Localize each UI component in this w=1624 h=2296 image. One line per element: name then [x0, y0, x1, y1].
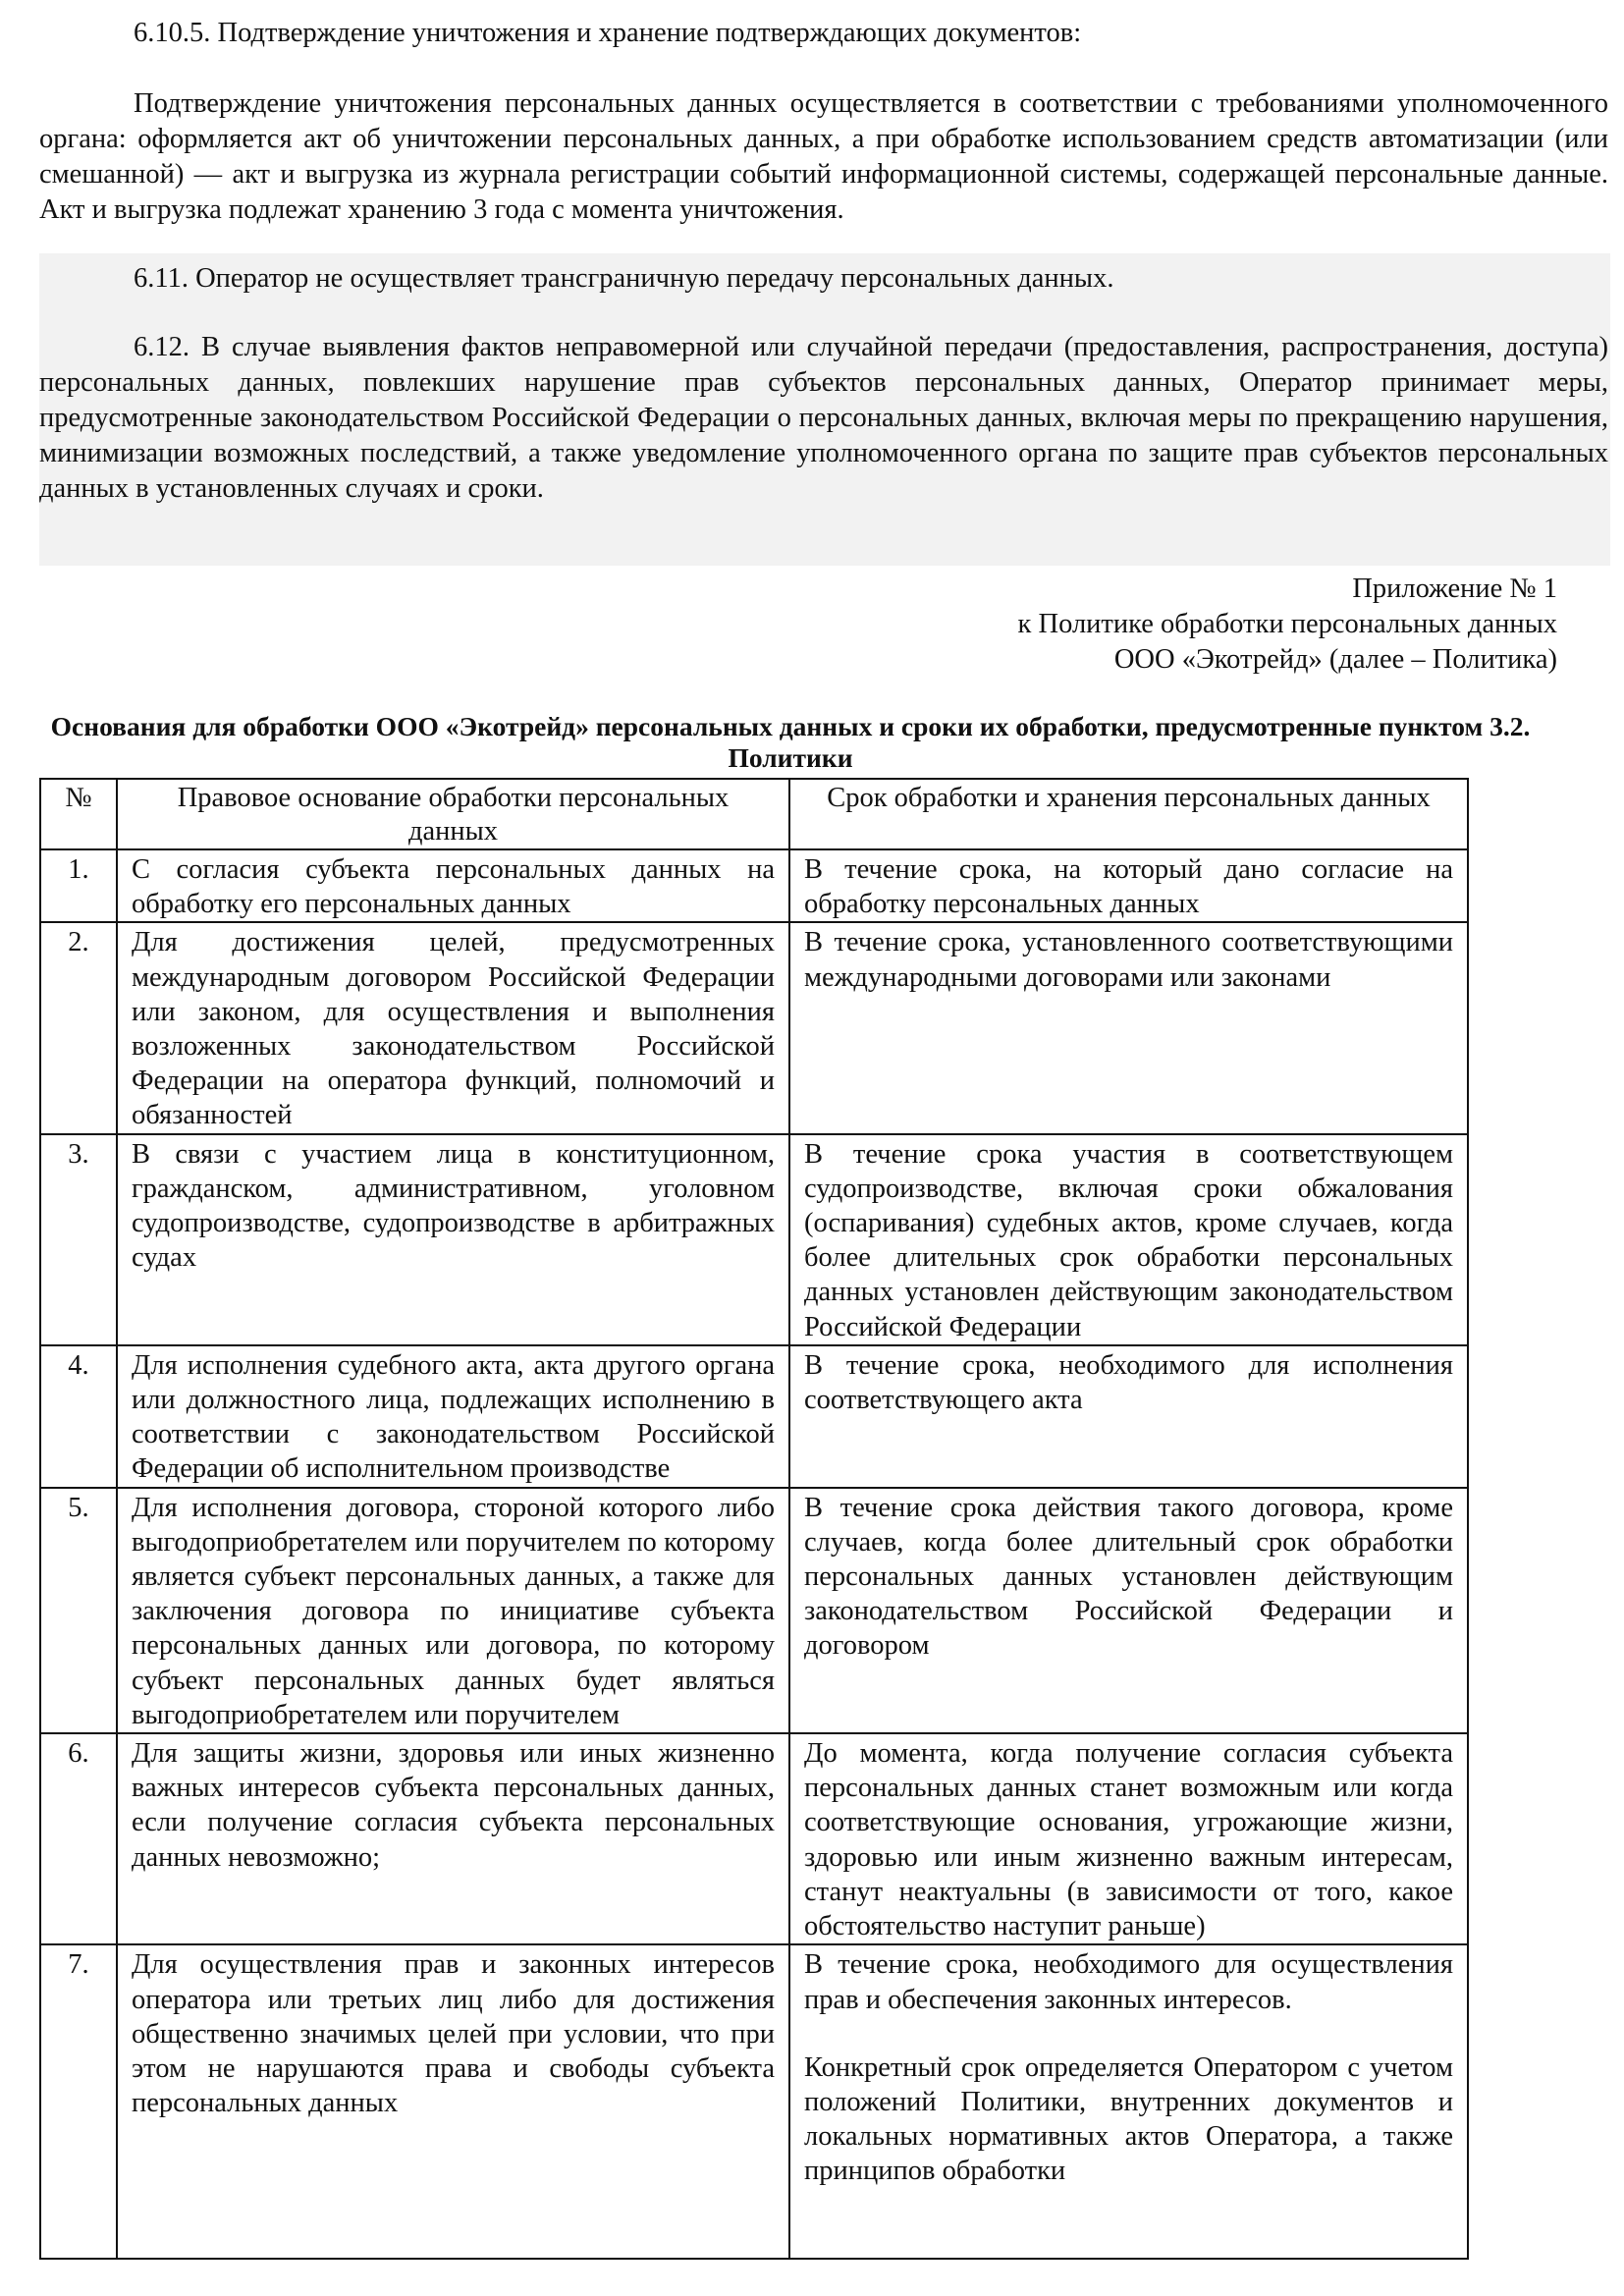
processing-basis-table [39, 778, 1469, 2260]
row-number: 7. [40, 1944, 117, 2259]
row-retention-term: В течение срока действия такого договора, кроме случаев, когда более длительный срок обработки персональных данных установлен действующим законодательством Российской Федерации и договором [789, 1488, 1468, 1733]
retention-term-part-2: Конкретный срок определяется Оператором с учетом положений Политики, внутренних документов и локальных нормативных актов Оператора, а также принципов обработки [804, 2051, 1453, 2187]
retention-term-part-1: В течение срока, необходимого для осуществления прав и обеспечения законных интересов. [804, 1949, 1453, 2015]
header-retention-term: Срок обработки и хранения персональных данных [789, 779, 1468, 849]
paragraph-6-10-5: 6.10.5. Подтверждение уничтожения и хранение подтверждающих документов: [134, 18, 1082, 48]
appendix-policy-ref: к Политике обработки персональных данных [1017, 609, 1557, 639]
header-number: № [40, 779, 117, 849]
paragraph-6-11: 6.11. Оператор не осуществляет трансграничную передачу персональных данных. [134, 263, 1114, 294]
row-legal-basis: С согласия субъекта персональных данных на обработку его персональных данных [117, 849, 789, 922]
row-legal-basis: Для исполнения договора, стороной которого либо выгодоприобретателем или поручителем по которому является субъект персональных данных, а также для заключения договора по инициативе субъекта персональных данных или договора, по которому субъект персональных данных будет являться выгодоприобретателем или поручителем [117, 1488, 789, 1733]
table-row [40, 922, 1468, 1133]
row-retention-term: В течение срока, необходимого для исполнения соответствующего акта [789, 1345, 1468, 1488]
row-number: 4. [40, 1345, 117, 1488]
row-retention-term [789, 1944, 1468, 2259]
table-row [40, 1944, 1468, 2259]
table-row [40, 1733, 1468, 1944]
appendix-number: Приложение № 1 [1352, 574, 1557, 604]
row-legal-basis: Для исполнения судебного акта, акта другого органа или должностного лица, подлежащих исполнению в соответствии с законодательством Российской Федерации об исполнительном производстве [117, 1345, 789, 1488]
table-row [40, 1345, 1468, 1488]
table-header-row [40, 779, 1468, 849]
row-number: 3. [40, 1134, 117, 1345]
row-legal-basis: В связи с участием лица в конституционном, гражданском, административном, уголовном судопроизводстве, судопроизводстве в арбитражных судах [117, 1134, 789, 1345]
row-legal-basis: Для защиты жизни, здоровья или иных жизненно важных интересов субъекта персональных данных, если получение согласия субъекта персональных данных невозможно; [117, 1733, 789, 1944]
table-row [40, 1134, 1468, 1345]
row-number: 5. [40, 1488, 117, 1733]
table-row [40, 849, 1468, 922]
row-number: 1. [40, 849, 117, 922]
paragraph-6-12: 6.12. В случае выявления фактов неправомерной или случайной передачи (предоставления, распространения, доступа) персональных данных, повлекших нарушение прав субъектов персональных данных, Оператор принимает меры, предусмотренные законодательством Российской Федерации о персональных данных, включая меры по прекращению нарушения, минимизации возможных последствий, а также уведомление уполномоченного органа по защите прав субъектов персональных данных в установленных случаях и сроки. [39, 332, 1608, 504]
row-number: 2. [40, 922, 117, 1133]
header-legal-basis: Правовое основание обработки персональных данных [117, 779, 789, 849]
table-title: Основания для обработки ООО «Экотрейд» персональных данных и сроки их обработки, предусмотренные пунктом 3.2. Политики [50, 711, 1531, 773]
row-legal-basis: Для достижения целей, предусмотренных международным договором Российской Федерации или законом, для осуществления и выполнения возложенных законодательством Российской Федерации на оператора функций, полномочий и обязанностей [117, 922, 789, 1133]
row-retention-term: До момента, когда получение согласия субъекта персональных данных станет возможным или когда соответствующие основания, угрожающие жизни, здоровью или иным жизненно важным интересам, станут неактуальны (в зависимости от того, какое обстоятельство наступит раньше) [789, 1733, 1468, 1944]
table-row [40, 1488, 1468, 1733]
paragraph-destruction-confirmation: Подтверждение уничтожения персональных данных осуществляется в соответствии с требованиями уполномоченного органа: оформляется акт об уничтожении персональных данных, а при обработке использованием средств автоматизации (или смешанной) — акт и выгрузка из журнала регистрации событий информационной системы, содержащей персональные данные. Акт и выгрузка подлежат хранению 3 года с момента уничтожения. [39, 88, 1608, 225]
appendix-header [1018, 572, 1557, 678]
row-number: 6. [40, 1733, 117, 1944]
row-retention-term: В течение срока участия в соответствующем судопроизводстве, включая сроки обжалования (оспаривания) судебных актов, кроме случаев, когда более длительных срок обработки персональных данных установлен действующим законодательством Российской Федерации [789, 1134, 1468, 1345]
row-retention-term: В течение срока, установленного соответствующими международными договорами или законами [789, 922, 1468, 1133]
appendix-company: ООО «Экотрейд» (далее – Политика) [1113, 644, 1557, 675]
row-retention-term: В течение срока, на который дано согласие на обработку персональных данных [789, 849, 1468, 922]
row-legal-basis: Для осуществления прав и законных интересов оператора или третьих лиц либо для достижения общественно значимых целей при условии, что при этом не нарушаются права и свободы субъекта персональных данных [117, 1944, 789, 2259]
